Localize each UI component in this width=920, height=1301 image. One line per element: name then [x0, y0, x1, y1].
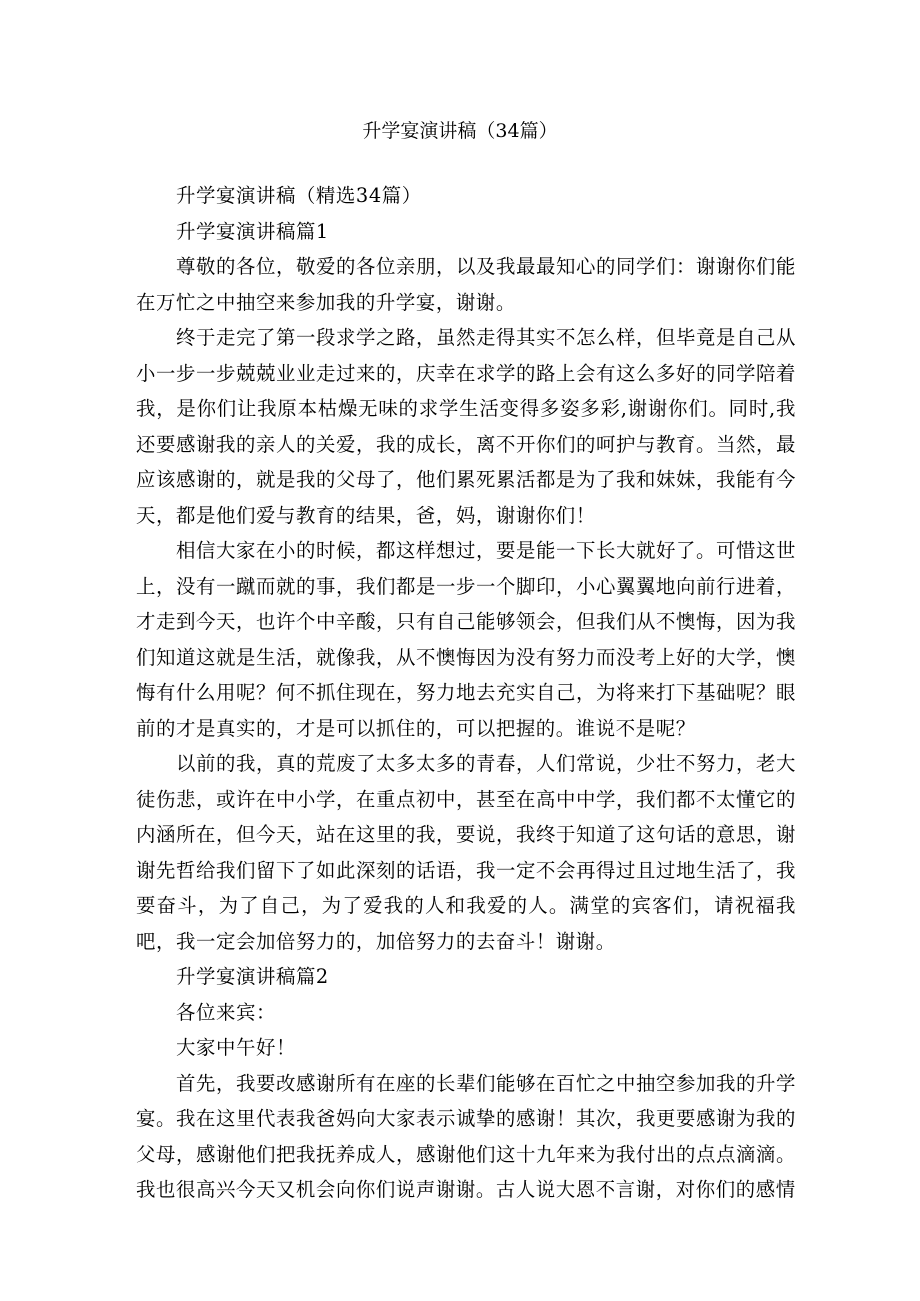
body-paragraph: 相信大家在小的时候，都这样想过，要是能一下长大就好了。可惜这世上，没有一蹴而就的事，我们都是一步一个脚印，小心翼翼地向前行进着，才走到今天，也许个中辛酸，只有自己能够领会，但我们从不懊悔，因为我们知道这就是生活，就像我，从不懊悔因为没有努力而没考上好的大学，懊悔有什么用呢？何不抓住现在，努力地去充实自己，为将来打下基础呢？眼前的才是真实的，才是可以抓住的，可以把握的。谁说不是呢？: [136, 539, 796, 740]
salutation-paragraph: 各位来宾：: [176, 1000, 276, 1024]
body-paragraph: 终于走完了第一段求学之路，虽然走得其实不怎么样，但毕竟是自己从小一步一步兢兢业业走过来的，庆幸在求学的路上会有这么多好的同学陪着我，是你们让我原本枯燥无味的求学生活变得多姿多彩,谢谢你们。同时,我还要感谢我的亲人的关爱，我的成长，离不开你们的呵护与教育。当然，最应该感谢的，就是我的父母了，他们累死累活都是为了我和妹妹，我能有今天，都是他们爱与教育的结果，爸，妈，谢谢你们！: [136, 326, 796, 527]
section-heading-1: 升学宴演讲稿篇1: [176, 219, 329, 243]
document-body: [136, 178, 796, 1208]
section-heading-2: 升学宴演讲稿篇2: [176, 965, 329, 988]
body-paragraph: 以前的我，真的荒废了太多太多的青春，人们常说，少壮不努力，老大徒伤悲，或许在中小学，在重点初中，甚至在高中中学，我们都不太懂它的内涵所在，但今天，站在这里的我，要说，我终于知道了这句话的意思，谢谢先哲给我们留下了如此深刻的话语，我一定不会再得过且过地生活了，我要奋斗，为了自己，为了爱我的人和我爱的人。满堂的宾客们，请祝福我吧，我一定会加倍努力的，加倍努力的去奋斗！谢谢。: [136, 752, 796, 953]
body-paragraph: 首先，我要改感谢所有在座的长辈们能够在百忙之中抽空参加我的升学宴。我在这里代表我爸妈向大家表示诚挚的感谢！其次，我更要感谢为我的父母，感谢他们把我抚养成人，感谢他们这十九年来为我付出的点点滴滴。我也很高兴今天又机会向你们说声谢谢。古人说大恩不言谢，对你们的感情: [136, 1071, 796, 1201]
body-paragraph: 尊敬的各位，敬爱的各位亲朋，以及我最最知心的同学们：谢谢你们能在万忙之中抽空来参加我的升学宴，谢谢。: [136, 255, 796, 314]
document-title: 升学宴演讲稿（34篇）: [362, 120, 558, 142]
greeting-paragraph: 大家中午好！: [176, 1036, 296, 1059]
subtitle-paragraph: 升学宴演讲稿（精选34篇）: [176, 184, 422, 207]
